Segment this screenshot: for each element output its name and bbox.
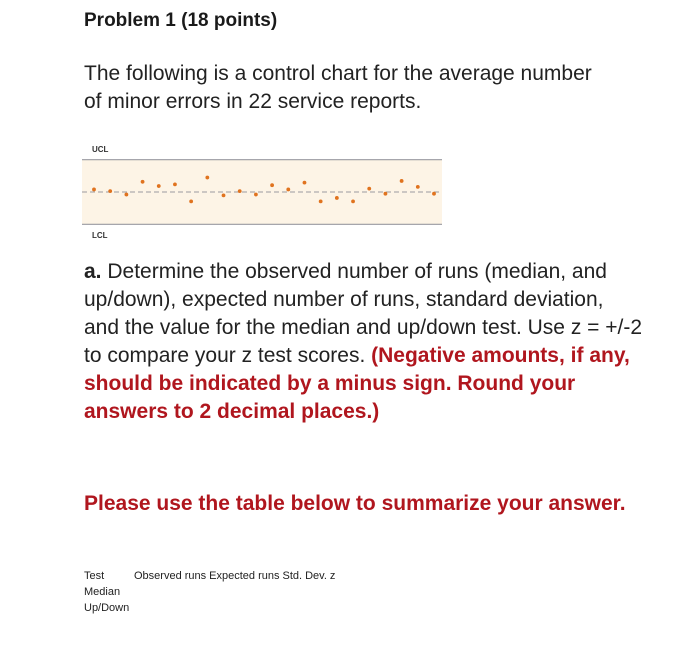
control-chart-svg xyxy=(82,140,442,245)
summary-row-updown xyxy=(84,600,338,616)
data-point xyxy=(367,187,371,191)
data-point xyxy=(189,199,193,203)
data-point xyxy=(432,192,436,196)
data-point xyxy=(335,196,339,200)
control-chart xyxy=(82,140,442,245)
part-label: a. xyxy=(84,260,102,283)
data-point xyxy=(108,189,112,193)
rounding-note: (Negative amounts, if any, should be indicated by a minus sign. Round your answers to 2 decimal places.) xyxy=(84,344,630,423)
header-z: z xyxy=(329,570,336,582)
row-label-median: Median xyxy=(84,586,121,598)
header-test: Test xyxy=(84,570,105,582)
header-observed-runs: Observed runs xyxy=(134,570,207,582)
data-point xyxy=(222,194,226,198)
data-point xyxy=(173,182,177,186)
summary-instruction: Please use the table below to summarize your answer. xyxy=(84,492,626,515)
data-point xyxy=(319,199,323,203)
question-text: Determine the observed number of runs (median, and up/down), expected number of runs, standard deviation, and the value for the median and up/down test. Use z = +/-2 to compare your z test scores. xyxy=(84,260,643,367)
data-point xyxy=(238,189,242,193)
data-point xyxy=(400,179,404,183)
header-std-dev: Std. Dev. xyxy=(282,570,327,582)
question-part-a xyxy=(84,258,644,426)
data-point xyxy=(303,181,307,185)
data-point xyxy=(124,193,128,197)
summary-header-row xyxy=(84,568,338,584)
data-point xyxy=(270,183,274,187)
data-point xyxy=(254,193,258,197)
lcl-label: LCL xyxy=(92,231,108,240)
data-point xyxy=(141,180,145,184)
data-point xyxy=(416,185,420,189)
data-point xyxy=(286,188,290,192)
problem-title: Problem 1 (18 points) xyxy=(84,10,278,31)
data-point xyxy=(351,199,355,203)
ucl-label: UCL xyxy=(92,145,109,154)
problem-intro: The following is a control chart for the average number of minor errors in 22 service reports. xyxy=(84,62,592,113)
data-point xyxy=(205,176,209,180)
row-label-updown: Up/Down xyxy=(84,602,130,614)
summary-table xyxy=(84,568,338,616)
data-point xyxy=(157,184,161,188)
data-point xyxy=(92,188,96,192)
summary-row-median xyxy=(84,584,338,600)
data-point xyxy=(384,192,388,196)
header-expected-runs: Expected runs xyxy=(209,570,280,582)
